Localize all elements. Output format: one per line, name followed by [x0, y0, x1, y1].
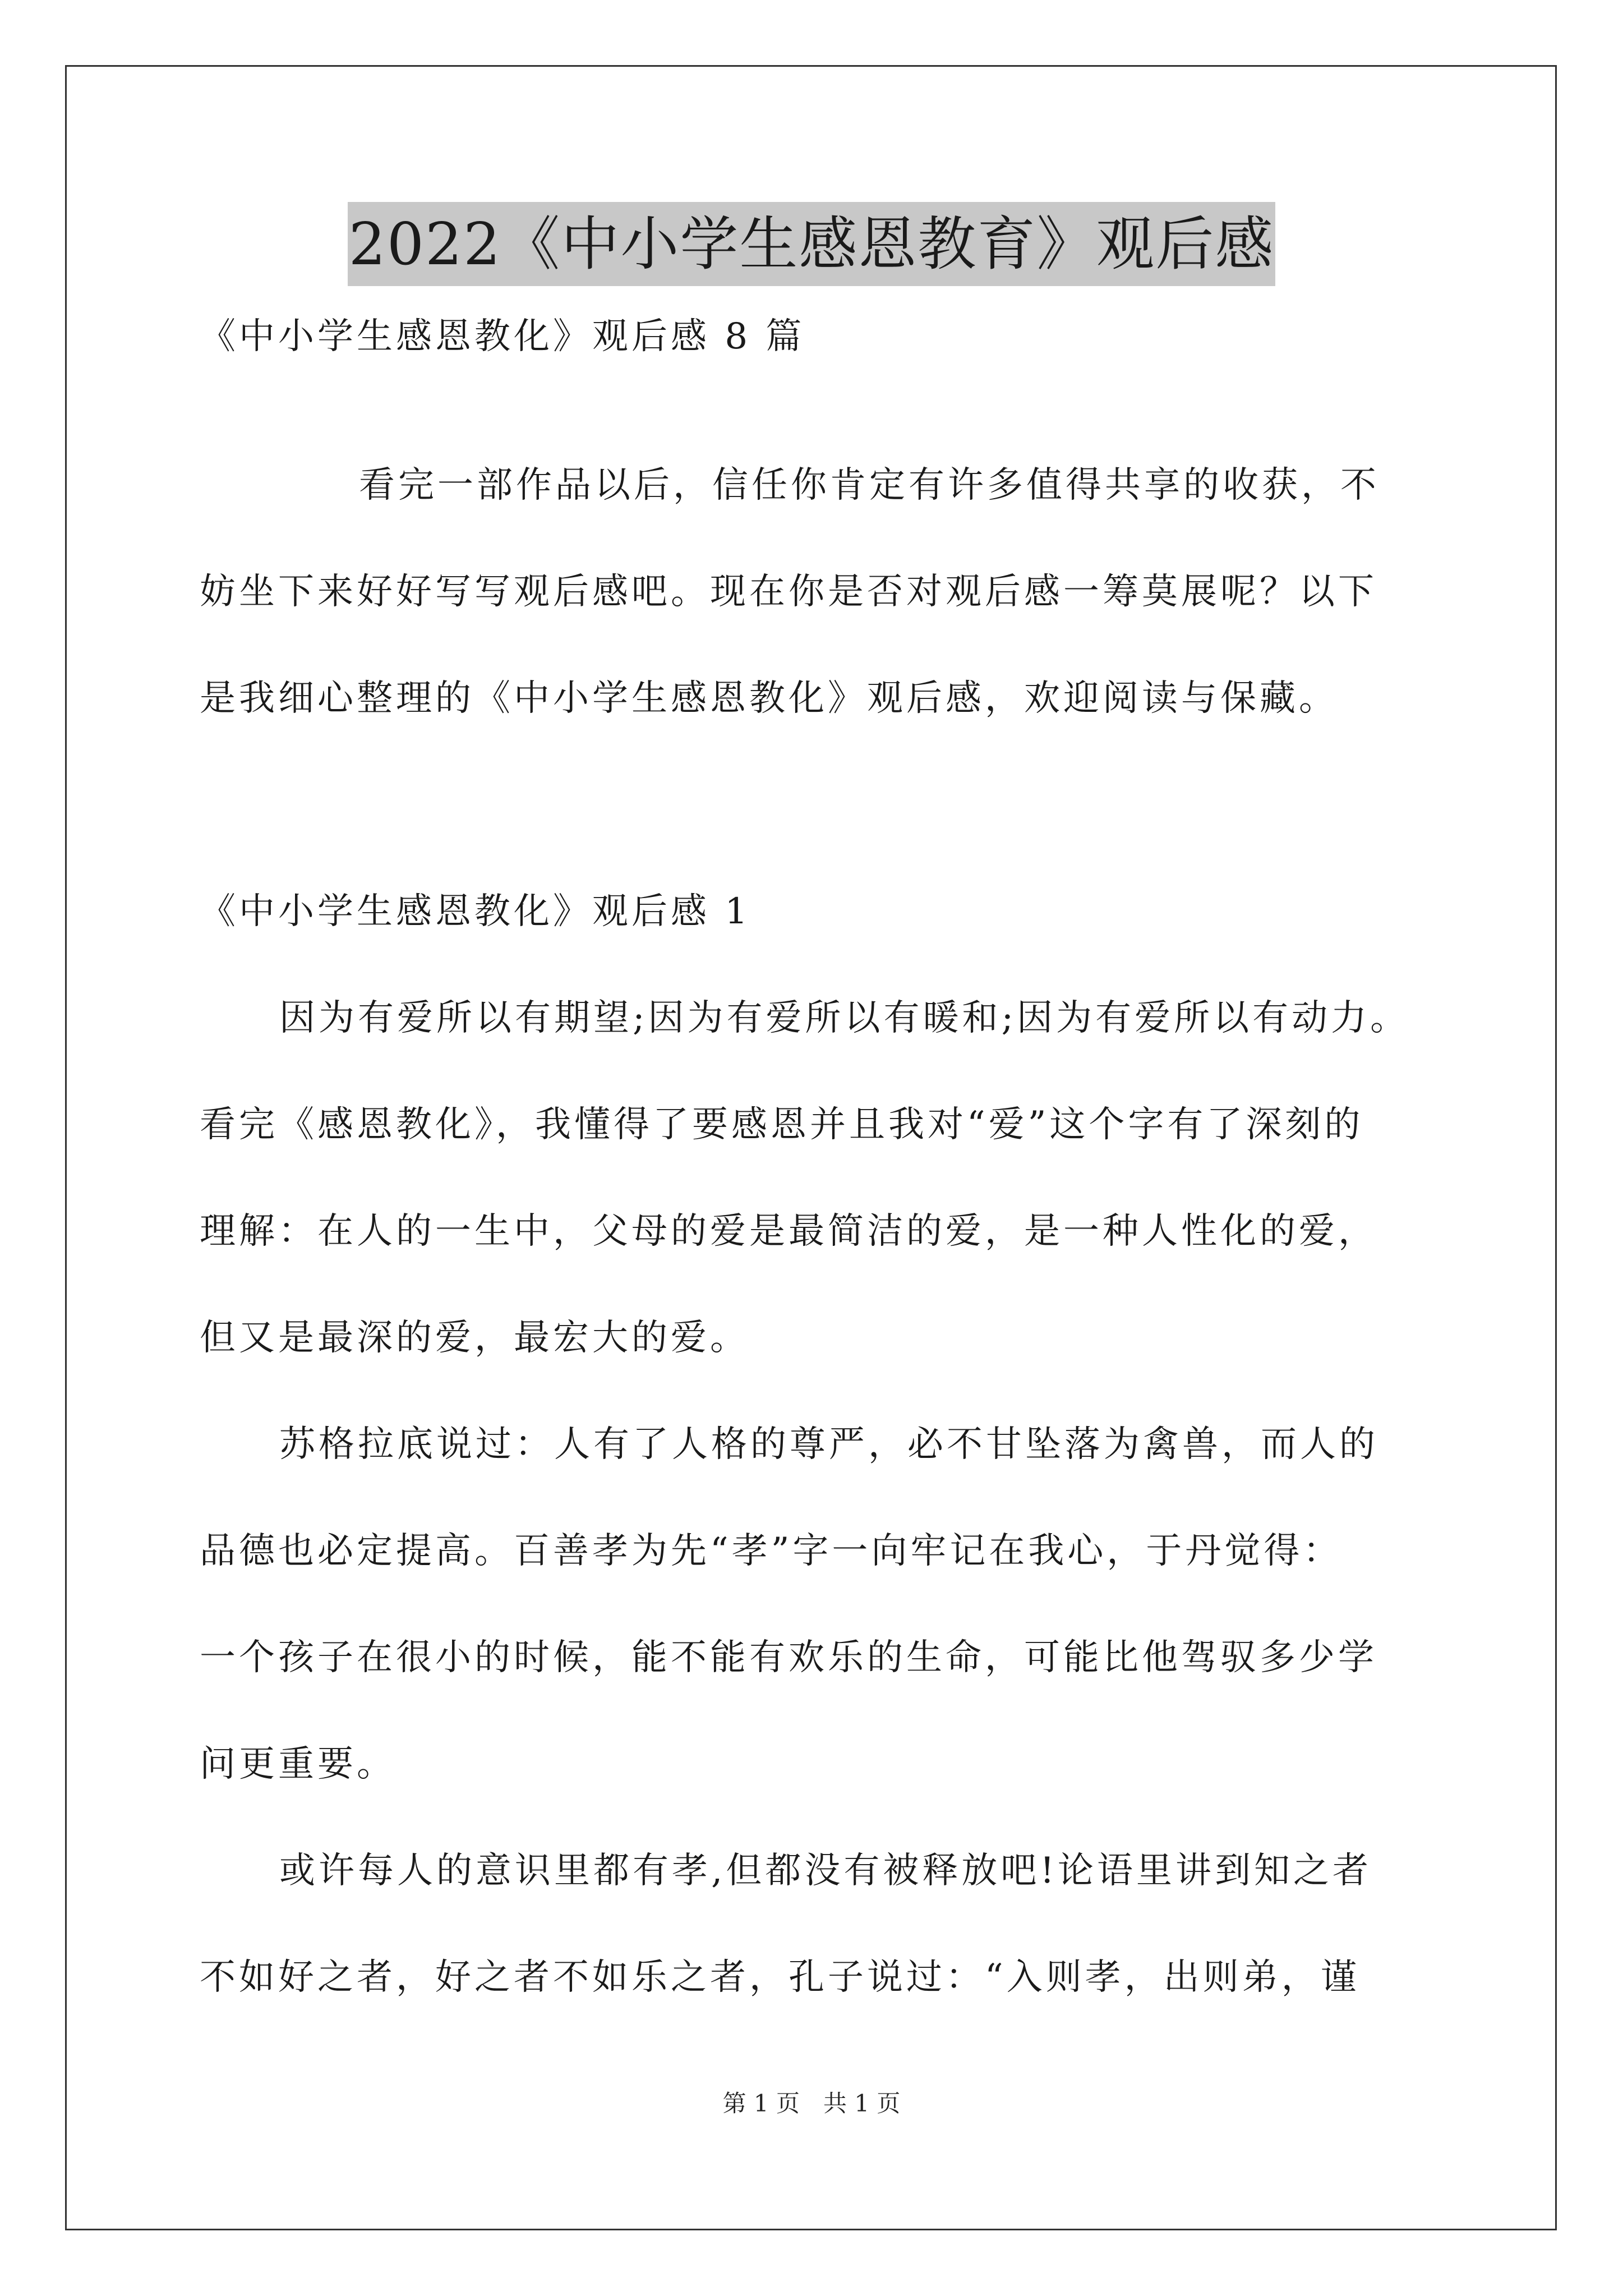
text-line: 是我细心整理的《中小学生感恩教化》观后感，欢迎阅读与保藏。: [200, 678, 1338, 719]
text-line: 一个孩子在很小的时候，能不能有欢乐的生命，可能比他驾驭多少学: [200, 1637, 1377, 1678]
text-line: 但又是最深的爱，最宏大的爱。: [200, 1317, 749, 1359]
document-title-text: 2022《中小学生感恩教育》观后感: [348, 202, 1276, 286]
text-line: 妨坐下来好好写写观后感吧。现在你是否对观后感一筹莫展呢？以下: [200, 571, 1377, 613]
text-line: 不如好之者，好之者不如乐之者，孔子说过：“入则孝，出则弟，谨: [200, 1957, 1360, 1998]
text-line: 看完《感恩教化》，我懂得了要感恩并且我对“爱”这个字有了深刻的: [200, 1104, 1364, 1145]
text-line: 或许每人的意识里都有孝,但都没有被释放吧!论语里讲到知之者: [279, 1850, 1372, 1892]
document-title: [0, 202, 1623, 286]
text-line: 理解：在人的一生中，父母的爱是最简洁的爱，是一种人性化的爱，: [200, 1211, 1377, 1252]
text-line: 《中小学生感恩教化》观后感 1: [200, 891, 751, 932]
page-footer: 第 1 页 共 1 页: [722, 2090, 901, 2117]
text-line: 看完一部作品以后，信任你肯定有许多值得共享的收获，不: [359, 464, 1380, 506]
text-line: 品德也必定提高。百善孝为先“孝”字一向牢记在我心，于丹觉得：: [200, 1530, 1343, 1572]
text-line: 苏格拉底说过：人有了人格的尊严，必不甘坠落为禽兽，而人的: [279, 1424, 1378, 1465]
page-border: [65, 65, 1557, 2230]
text-line: 问更重要。: [200, 1743, 396, 1785]
text-line: 《中小学生感恩教化》观后感 8 篇: [200, 316, 805, 357]
text-line: 因为有爱所以有期望;因为有爱所以有暖和;因为有爱所以有动力。: [279, 997, 1410, 1039]
